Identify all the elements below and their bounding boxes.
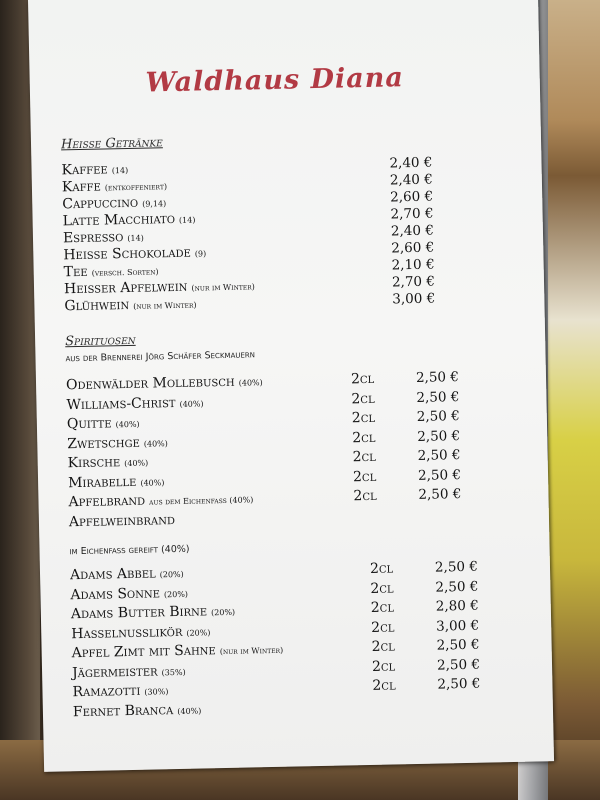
item-name-text: Adams Sonne: [70, 584, 161, 603]
item-name-text: Ramazotti: [72, 682, 141, 701]
item-name: [70, 565, 184, 583]
item-name: [63, 229, 144, 247]
item-price: 2,40 €: [389, 171, 433, 189]
item-size: 2cl: [352, 448, 377, 466]
item-note: (30%): [144, 687, 169, 697]
item-size: 2cl: [369, 560, 394, 577]
item-note: (40%): [115, 419, 140, 430]
item-price: 2,50 €: [417, 466, 462, 484]
item-price: 2,70 €: [390, 205, 434, 223]
item-name: [68, 490, 253, 510]
item-name: [61, 161, 128, 178]
item-name-text: Williams-Christ: [66, 394, 176, 413]
item-note: (40%): [140, 477, 165, 488]
item-note: (40%): [124, 458, 149, 469]
item-name-text: Adams Abbel: [69, 565, 156, 584]
item-note: (versch. Sorten): [91, 267, 159, 278]
item-name: [67, 415, 140, 433]
item-name-text: Apfel Zimt mit Sahne: [71, 642, 216, 662]
item-price: 2,50 €: [434, 558, 479, 576]
menu-page: [28, 0, 554, 772]
item-price: 2,80 €: [435, 597, 479, 615]
item-price: 2,10 €: [391, 256, 435, 274]
item-name-text: Jägermeister: [71, 662, 158, 681]
item-note: (20%): [211, 607, 236, 618]
item-note: (nur im Winter): [219, 645, 284, 657]
item-size: 2cl: [371, 638, 395, 655]
item-price: 2,50 €: [437, 675, 481, 693]
item-name: [72, 641, 284, 661]
item-name-text: Latte Macchiato: [62, 210, 176, 230]
item-name: [72, 662, 186, 680]
item-size: 2cl: [350, 370, 375, 388]
item-name: [64, 296, 196, 315]
item-name-text: Espresso: [62, 229, 124, 247]
item-price: 2,50 €: [417, 427, 461, 445]
item-name: [66, 373, 263, 393]
item-note: (nur im Winter): [133, 300, 197, 311]
item-size: 2cl: [370, 599, 395, 616]
item-name-text: Apfelweinbrand: [68, 511, 176, 530]
item-name-text: Glühwein: [64, 296, 130, 315]
item-size: 2cl: [372, 677, 396, 694]
item-name-text: Kirsche: [67, 454, 121, 472]
item-note: (entkoffeniert): [104, 182, 168, 193]
restaurant-title: Waldhaus Diana: [145, 62, 405, 99]
item-name-text: Apfelbrand: [68, 492, 146, 511]
item-note: (40%): [177, 706, 202, 716]
item-name: [62, 211, 195, 230]
item-name: [63, 244, 206, 263]
item-price: 2,50 €: [436, 636, 480, 654]
item-price: 2,50 €: [416, 408, 460, 425]
item-size: 2cl: [353, 487, 377, 505]
item-name-text: Zwetschge: [67, 434, 140, 452]
apfelweinbrand-note: im Eichenfass gereift (40%): [69, 543, 190, 558]
item-name: [68, 454, 149, 472]
item-note: (14): [178, 215, 196, 225]
item-note: (20%): [186, 627, 211, 638]
item-price: 2,40 €: [390, 222, 435, 240]
item-size: 2cl: [352, 429, 376, 446]
item-name-text: Quitte: [66, 415, 112, 433]
item-name: [72, 682, 168, 700]
item-price: 2,60 €: [391, 239, 435, 257]
item-note: (40%): [143, 438, 168, 449]
item-name: [71, 603, 236, 622]
item-name: [62, 194, 166, 212]
item-note: (40%): [179, 398, 204, 409]
item-size: 2cl: [351, 390, 375, 407]
item-note: (9,14): [142, 199, 167, 209]
item-name: [70, 584, 188, 602]
item-name-text: Kaffe: [61, 178, 101, 196]
item-name-text: Heisse Schokolade: [63, 244, 191, 264]
item-size: 2cl: [371, 618, 395, 636]
item-name-text: Adams Butter Birne: [70, 603, 208, 623]
item-note: (14): [111, 165, 129, 176]
item-size: 2cl: [370, 579, 394, 597]
item-size: 2cl: [351, 409, 376, 427]
item-name: [64, 262, 159, 280]
item-price: 2,50 €: [436, 656, 481, 674]
item-name-text: Heisser Apfelwein: [63, 278, 188, 298]
item-note: (20%): [159, 569, 184, 580]
item-price: 2,50 €: [417, 447, 461, 464]
item-name-text: Tee: [63, 263, 88, 281]
item-name: [67, 434, 168, 452]
item-price: 2,50 €: [415, 369, 460, 386]
item-name: [71, 623, 210, 642]
spirits-heading: Spirituosen: [65, 332, 136, 350]
item-note: (20%): [163, 589, 189, 599]
item-price: 3,00 €: [392, 290, 436, 308]
hot-drinks-heading: Heisse Getränke: [60, 135, 163, 153]
item-price: 2,50 €: [435, 578, 479, 596]
item-name: [62, 177, 167, 195]
item-size: 2cl: [371, 657, 396, 675]
spirits-subtitle: aus der Brennerei Jörg Schäfer Seckmauern: [65, 349, 256, 365]
item-price: 2,60 €: [390, 188, 434, 206]
item-price: 2,40 €: [389, 154, 433, 172]
item-price: 2,70 €: [391, 273, 436, 291]
item-name: [73, 701, 202, 720]
item-size: 2cl: [352, 468, 377, 485]
item-name-text: Odenwälder Mollebusch: [65, 373, 235, 394]
item-note: (14): [127, 233, 144, 243]
item-note: (40%): [238, 378, 263, 388]
item-note: (35%): [161, 667, 186, 677]
item-name: [68, 473, 165, 491]
item-price: 3,00 €: [436, 617, 480, 635]
item-name-text: Hasselnusslikör: [71, 623, 183, 642]
item-note: aus dem Eichenfass (40%): [149, 495, 254, 507]
item-note: (9): [194, 249, 207, 259]
item-name: [66, 394, 203, 413]
item-name-text: Fernet Branca: [72, 701, 174, 720]
item-note: (nur im Winter): [191, 282, 255, 293]
item-name-text: Kaffee: [61, 161, 108, 179]
item-price: 2,50 €: [418, 486, 462, 503]
item-name-text: Mirabelle: [67, 473, 137, 491]
item-price: 2,50 €: [416, 388, 460, 406]
item-name-text: Cappuccino: [62, 194, 139, 213]
item-name: [69, 512, 175, 530]
